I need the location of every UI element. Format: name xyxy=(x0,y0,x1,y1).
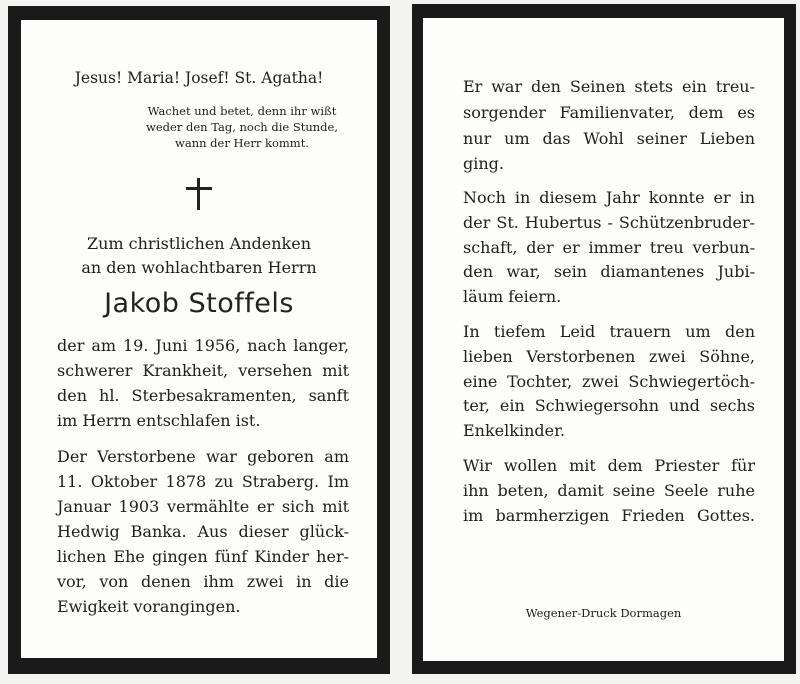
text-line: im Herrn entschlafen ist. xyxy=(57,411,261,430)
text-line: der am 19. Juni 1956, nach langer, xyxy=(57,336,349,355)
text-line: ging. xyxy=(463,154,504,173)
text-line: nur um das Wohl seiner Lieben xyxy=(463,129,755,148)
text-line: eine Tochter, zwei Schwiegertöch- xyxy=(463,372,755,391)
remembrance-line-1: Zum christlichen Andenken xyxy=(86,234,312,253)
deceased-name: Jakob Stoffels xyxy=(104,288,294,319)
text-line: In tiefem Leid trauern um den xyxy=(463,322,755,341)
text-line: schwerer Krankheit, versehen mit xyxy=(57,361,349,380)
memorial-card-right xyxy=(412,4,796,674)
printer-credit: Wegener-Druck Dormagen xyxy=(525,606,682,620)
text-line: lichen Ehe gingen fünf Kinder her- xyxy=(57,547,349,566)
text-line: läum feiern. xyxy=(463,287,562,306)
quote-line-2: weder den Tag, noch die Stunde, xyxy=(146,120,338,134)
text-line: Noch in diesem Jahr konnte er in xyxy=(463,188,755,207)
text-line: Hedwig Banka. Aus dieser glück- xyxy=(57,522,349,541)
text-line: den war, sein diamantenes Jubi- xyxy=(463,262,755,281)
latin-cross-icon xyxy=(185,178,213,210)
text-line: schaft, der er immer treu verbun- xyxy=(463,238,755,257)
text-line: Er war den Seinen stets ein treu- xyxy=(463,77,755,96)
memorial-card-left xyxy=(8,6,390,674)
invocation: Jesus! Maria! Josef! St. Agatha! xyxy=(74,69,324,87)
text-line: ter, ein Schwiegersohn und sechs xyxy=(463,396,755,415)
text-line: Der Verstorbene war geboren am xyxy=(57,447,349,466)
text-line: Januar 1903 vermählte er sich mit xyxy=(57,497,349,516)
quote-line-3: wann der Herr kommt. xyxy=(175,136,309,150)
text-line: vor, von denen ihm zwei in die xyxy=(57,572,349,591)
text-line: Wir wollen mit dem Priester für xyxy=(463,456,755,475)
text-line: ihn beten, damit seine Seele ruhe xyxy=(463,481,755,500)
text-line: Ewigkeit vorangingen. xyxy=(57,597,241,616)
quote-line-1: Wachet und betet, denn ihr wißt xyxy=(147,104,337,118)
text-line: im barmherzigen Frieden Gottes. xyxy=(463,506,755,525)
text-line: 11. Oktober 1878 zu Straberg. Im xyxy=(57,472,349,491)
text-line: Enkelkinder. xyxy=(463,421,566,440)
text-line: der St. Hubertus - Schützenbruder- xyxy=(463,213,755,232)
remembrance-line-2: an den wohlachtbaren Herrn xyxy=(81,258,317,277)
text-line: lieben Verstorbenen zwei Söhne, xyxy=(463,347,755,366)
card-right-page xyxy=(423,18,784,661)
card-left-page xyxy=(21,20,377,658)
text-line: den hl. Sterbesakramenten, sanft xyxy=(57,386,349,405)
text-line: sorgender Familienvater, dem es xyxy=(463,103,755,122)
